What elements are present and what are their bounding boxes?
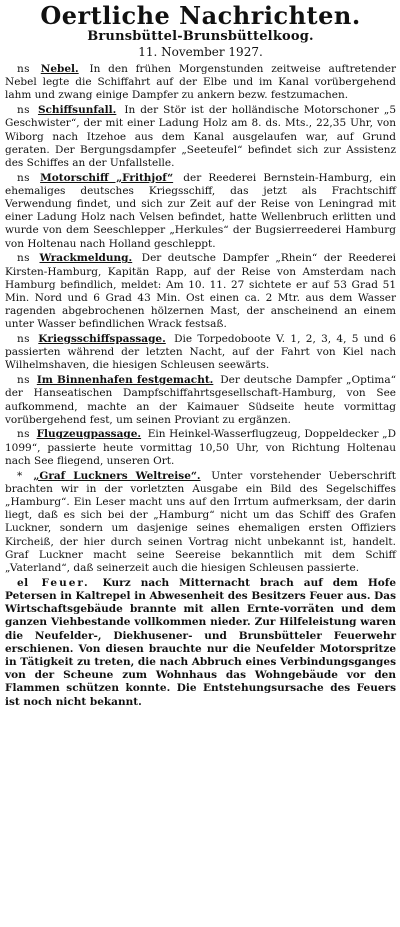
article-tag: ns xyxy=(17,374,30,387)
article-flugzeugpassage xyxy=(5,428,396,468)
article-frithjof xyxy=(5,172,396,251)
article-wrackmeldung xyxy=(5,252,396,331)
article-tag: ns xyxy=(17,428,30,441)
article-schiffsunfall xyxy=(5,104,396,170)
article-body: In den frühen Morgenstunden zeitweise auftretender Nebel legte die Schiffahrt auf der Elbe und im Kanal vorübergehend lahm und zwang einige Dampfer zu ankern bezw. festzumachen. xyxy=(5,63,396,102)
article-binnenhafen xyxy=(5,374,396,427)
article-body: In der Stör ist der holländische Motorschoner „5 Geschwister“, der mit einer Ladung Holz am 8. ds. Mts., 22,35 Uhr, von Wiborg nach Itzehoe aus dem Kanal ausgelaufen war, auf Grund geraten. Der Bergungsdampfer „Seeteufel“ befindet sich zur Assistenz des Schiffes an der Unfallstelle. xyxy=(5,104,397,169)
article-luckner xyxy=(5,470,396,576)
article-headline: Nebel. xyxy=(40,63,79,75)
article-body: Kurz nach Mitternacht brach auf dem Hofe Petersen in Kaltrepel in Abwesenheit des Besitzers Feuer aus. Das Wirtschaftsgebäude brannte mit allen Ernte-vorräten und dem ganzen Viehbestande vollkommen nieder. Zur Hilfeleistung waren die Neufelder-, Diekhusener- und Brunsbütteler Feuerwehr erschienen. Von diesen brauchte nur die Neufelder Motorspritze in Tätigkeit zu treten, die nach Abbruch eines Verbindungsganges von der Scheune zum Wohnhaus das Wohngebäude vor den Flammen schützen konnte. Die Entstehungsursache des Feuers ist noch nicht bekannt. xyxy=(5,576,397,708)
article-headline: Feuer. xyxy=(41,576,90,589)
article-tag: ns xyxy=(17,252,30,265)
article-tag: ns xyxy=(17,333,30,346)
article-body: Ein Heinkel-Wasserflugzeug, Doppeldecker „D 1099“, passierte heute vormittag 10,50 Uhr, von Richtung Holtenau nach See fliegend, unseren Ort. xyxy=(5,428,396,467)
section-title: Oertliche Nachrichten. xyxy=(40,1,361,30)
locality-subtitle: Brunsbüttel-Brunsbüttelkoog. xyxy=(87,29,314,44)
article-kriegsschiffspassage xyxy=(5,333,396,373)
article-body: der Reederei Bernstein-Hamburg, ein ehemaliges deutsches Kriegsschiff, das jetzt als Frachtschiff Verwendung findet, und sich zur Zeit auf der Reise von Leningrad mit einer Ladung Holz nach Velsen befindet, hatte Wellenbruch erlitten und wurde von dem Seeschlepper „Herkules“ der Bugsierreederei Hamburg von Holtenau nach Holland geschleppt. xyxy=(5,171,396,250)
article-feuer xyxy=(5,577,396,709)
dateline: 11. November 1927. xyxy=(138,45,263,59)
article-headline: „Graf Luckners Weltreise“. xyxy=(33,469,201,482)
article-headline: Flugzeugpassage. xyxy=(36,428,142,441)
article-tag: ns xyxy=(17,171,30,184)
article-tag: * xyxy=(17,469,23,482)
article-tag: el xyxy=(17,576,29,589)
article-headline: Kriegsschiffspassage. xyxy=(38,333,166,346)
article-headline: Wrackmeldung. xyxy=(39,252,133,265)
article-headline: Im Binnenhafen festgemacht. xyxy=(36,374,214,387)
article-tag: ns xyxy=(17,104,30,117)
article-headline: Schiffsunfall. xyxy=(37,104,117,117)
article-body: Der deutsche Dampfer „Optima“ der Hanseatischen Dampfschiffahrtsgesellschaft-Hamburg, von See aufkommend, machte an der Kaimauer Südseite heute vormittag vorübergehend fest, um seinen Proviant zu ergänzen. xyxy=(5,374,396,426)
article-nebel xyxy=(5,63,396,103)
article-body: Die Torpedoboote V. 1, 2, 3, 4, 5 und 6 passierten während der letzten Nacht, auf der Fahrt von Kiel nach Wilhelmshaven, die hiesigen Schleusen seewärts. xyxy=(5,333,397,372)
article-list xyxy=(5,63,396,709)
article-body: Der deutsche Dampfer „Rhein“ der Reederei Kirsten-Hamburg, Kapitän Rapp, auf der Reise von Amsterdam nach Hamburg befindlich, meldet: Am 10. 11. 27 sichtete er auf 53 Grad 51 Min. Nord und 6 Grad 43 Min. Ost einen ca. 2 Mtr. aus dem Wasser ragenden abgebrochenen hölzernen Mast, der anscheinend an einem unter Wasser befindlichen Wrack festsaß. xyxy=(5,252,397,331)
article-tag: ns xyxy=(17,63,30,75)
article-body: Unter vorstehender Ueberschrift brachten wir in der vorletzten Ausgabe ein Bild des Segelschiffes „Hamburg“. Ein Leser macht uns auf den Irrtum aufmerksam, der darin liegt, daß es sich bei der „Hamburg“ nicht um das Schiff des Grafen Luckner, sondern um dasjenige seines ehemaligen ersten Offiziers Kircheiß, der hier durch seinen Vortrag nicht unbekannt ist, handelt. Graf Luckner macht seine Seereise bekanntlich mit dem Schiff „Vaterland“, daß seinerzeit auch die hiesigen Schleusen passierte. xyxy=(5,469,397,575)
article-headline: Motorschiff „Frithjof“ xyxy=(40,171,174,184)
